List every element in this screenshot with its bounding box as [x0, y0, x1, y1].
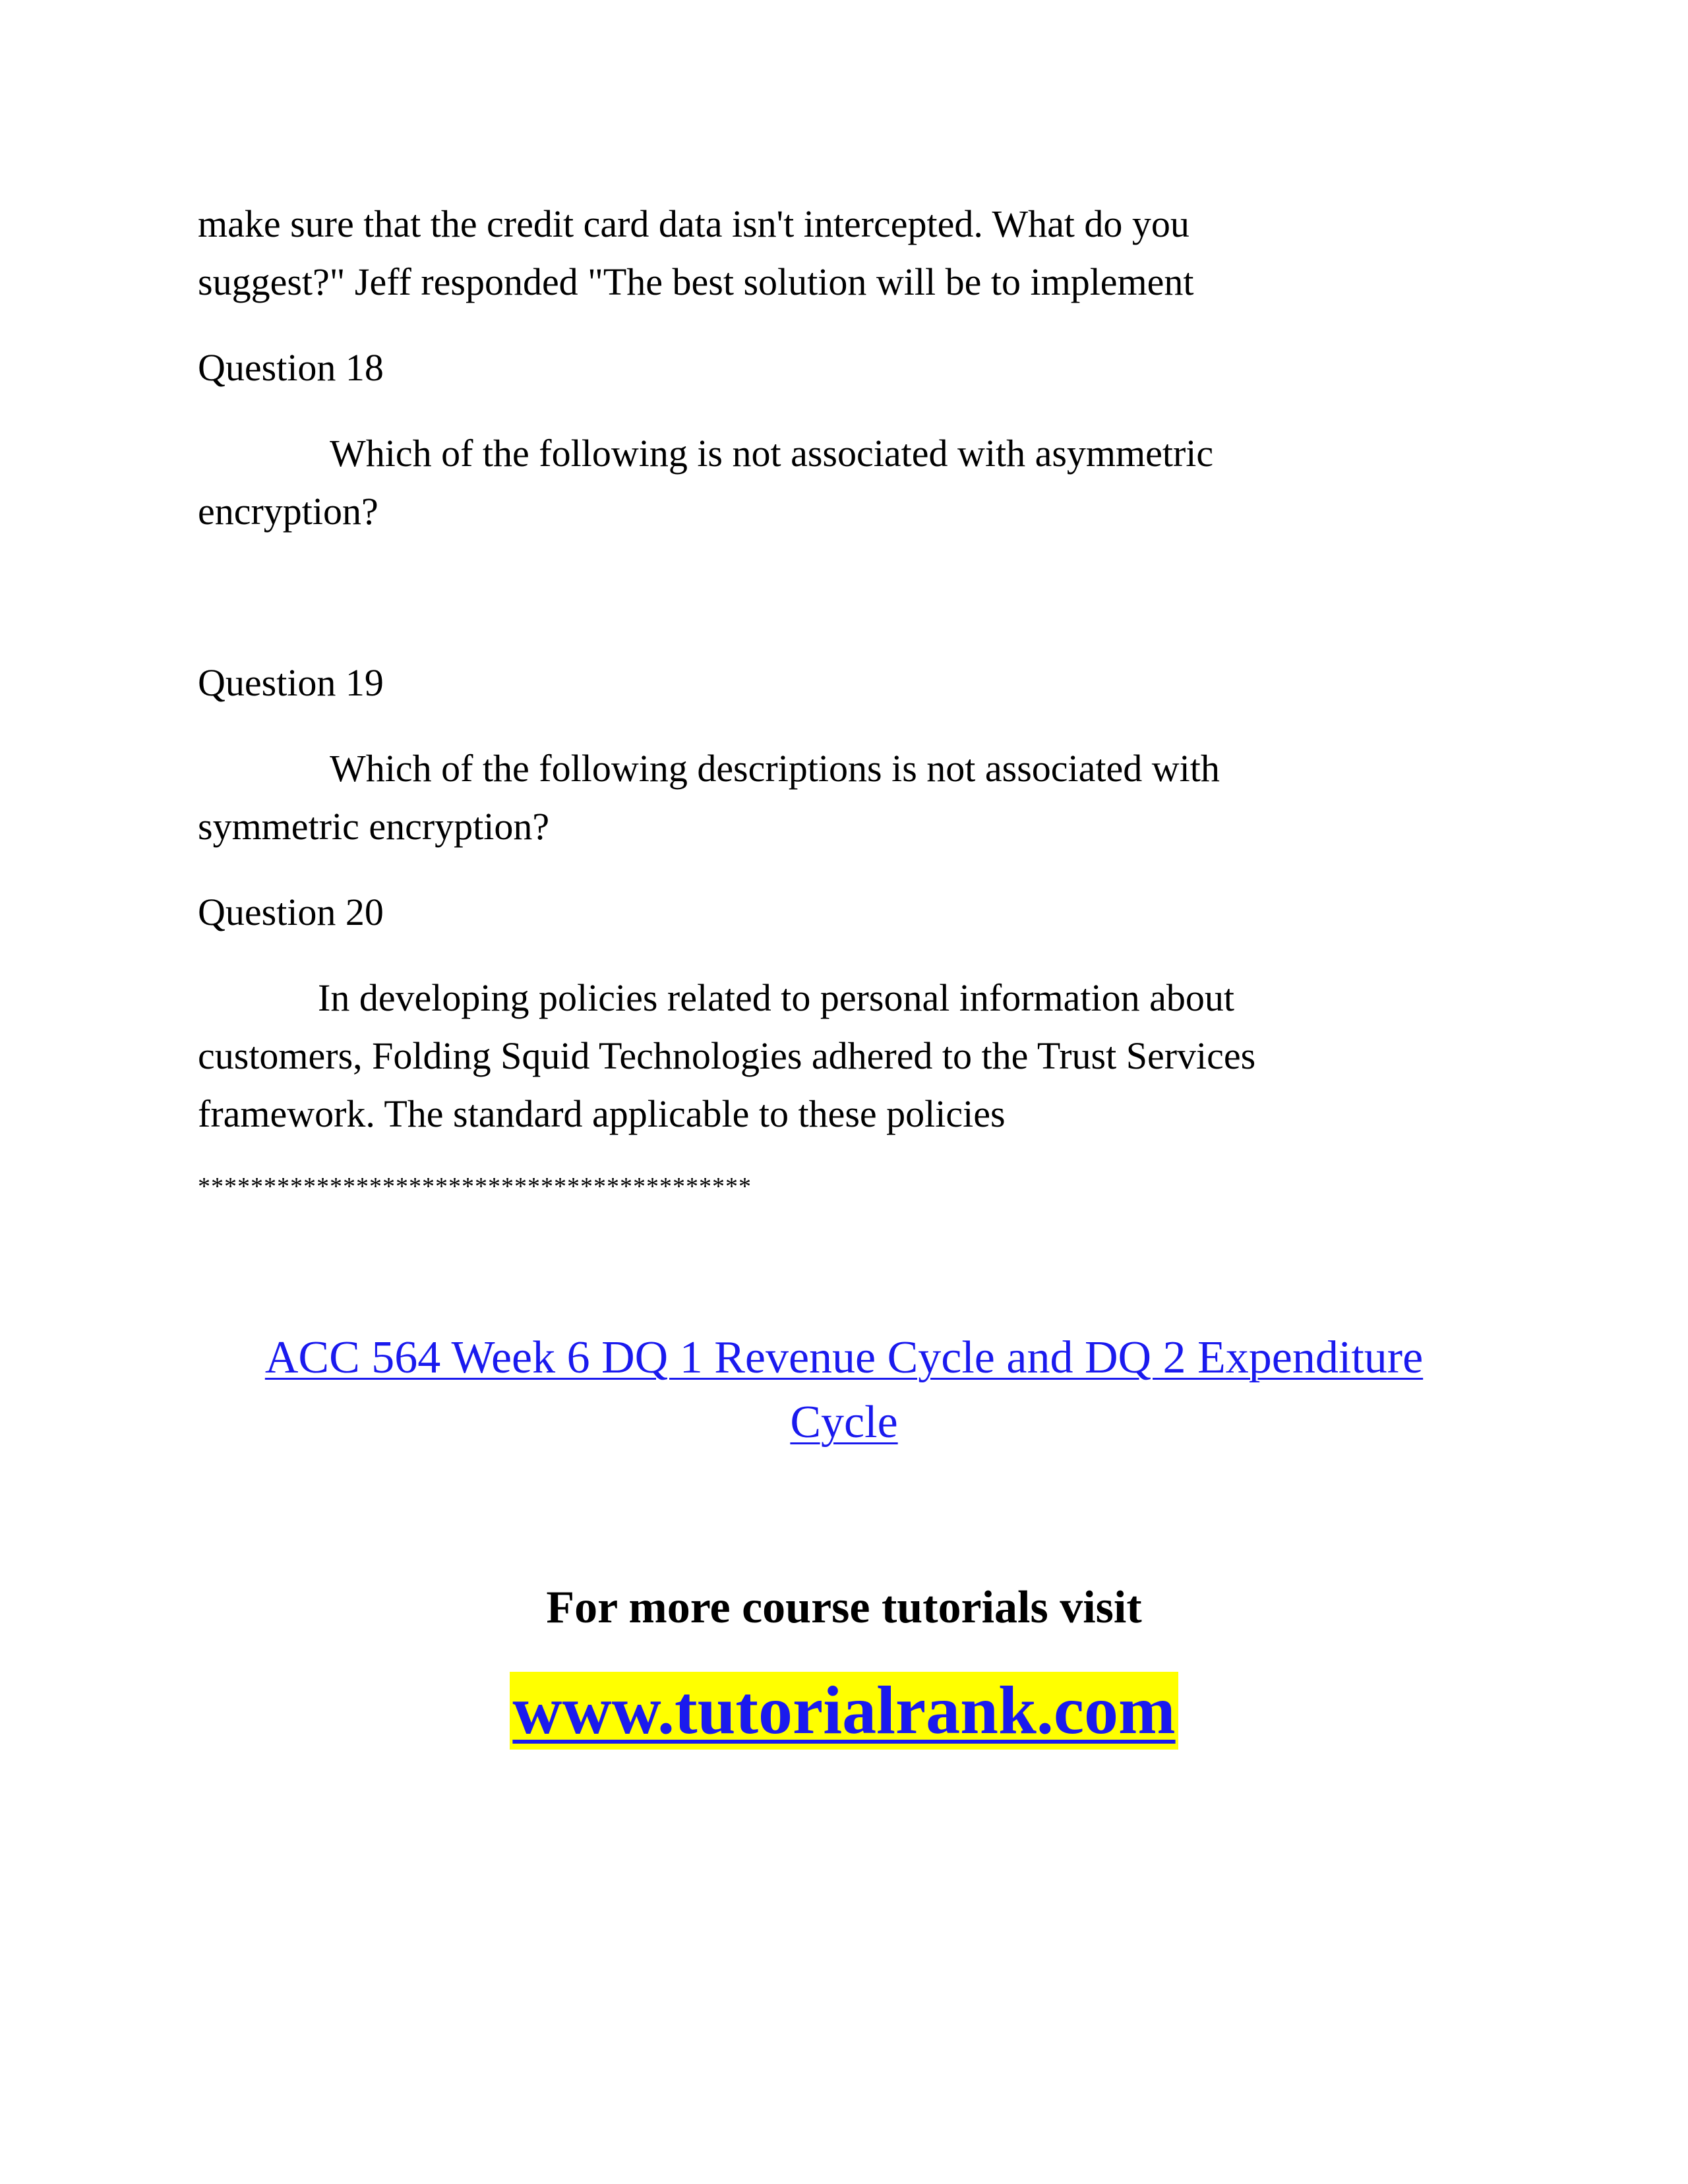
- course-link-block-2: [0, 1390, 1688, 1456]
- question-20-line-2: customers, Folding Squid Technologies adhered to the Trust Services: [198, 1034, 1256, 1077]
- visit-text: For more course tutorials visit: [546, 1582, 1142, 1633]
- question-19-line-2: symmetric encryption?: [198, 805, 550, 848]
- question-19-line-1: Which of the following descriptions is not associated with: [330, 747, 1220, 790]
- question-20-line-1: In developing policies related to personal information about: [318, 976, 1234, 1019]
- course-link-line-2[interactable]: Cycle: [790, 1397, 898, 1448]
- question-18-line-2: encryption?: [198, 490, 378, 533]
- question-19-heading: Question 19: [198, 661, 384, 704]
- question-20-heading: Question 20: [198, 891, 384, 933]
- website-block: [0, 1672, 1688, 1750]
- course-link-line-1[interactable]: ACC 564 Week 6 DQ 1 Revenue Cycle and DQ 2 Expenditure: [264, 1332, 1424, 1383]
- website-link[interactable]: www.tutorialrank.com: [510, 1672, 1178, 1750]
- intro-line-1: make sure that the credit card data isn't intercepted. What do you: [198, 202, 1190, 245]
- course-link-block: [0, 1325, 1688, 1391]
- question-20-line-3: framework. The standard applicable to these policies: [198, 1092, 1006, 1135]
- question-18-heading: Question 18: [198, 346, 384, 389]
- intro-line-2: suggest?" Jeff responded "The best solution will be to implement: [198, 260, 1194, 303]
- question-18-line-1: Which of the following is not associated with asymmetric: [330, 432, 1214, 475]
- separator-stars: ******************************************: [198, 1173, 752, 1200]
